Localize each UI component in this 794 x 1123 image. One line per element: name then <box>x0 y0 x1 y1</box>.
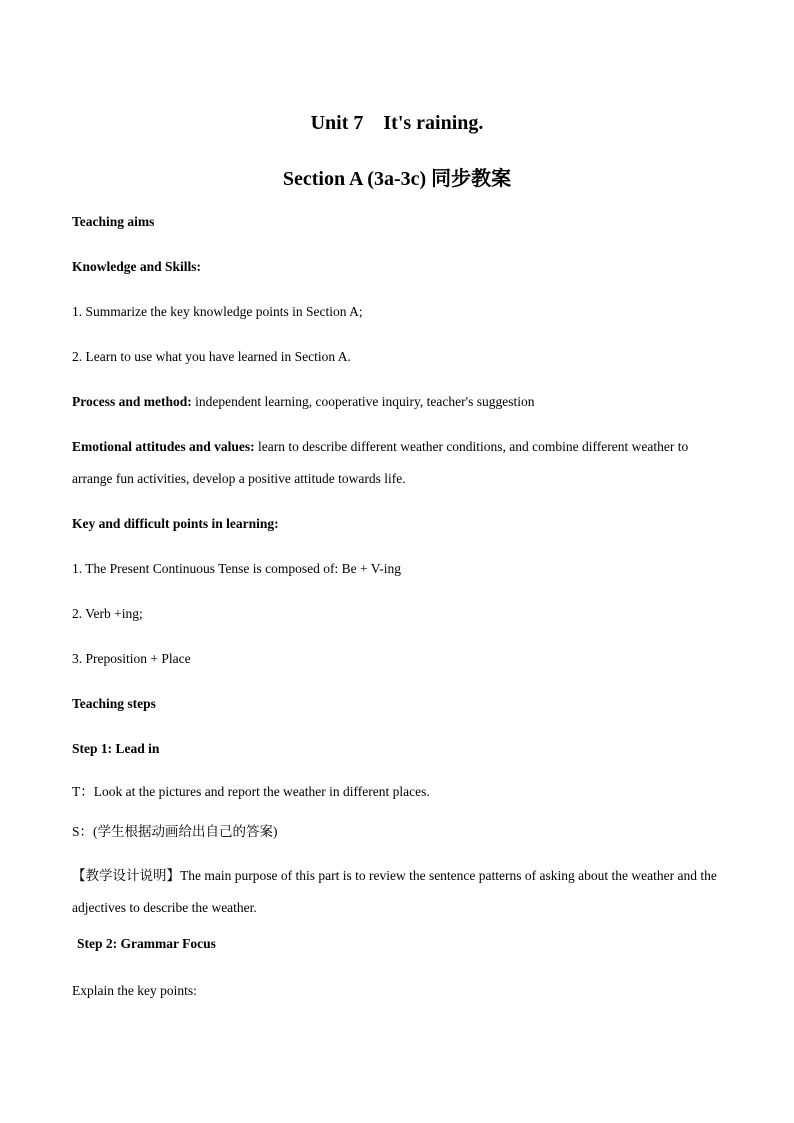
step1-teacher-line: T：Look at the pictures and report the weather in different places. <box>72 784 430 799</box>
teaching-aims-heading: Teaching aims <box>72 214 155 229</box>
step1-heading: Step 1: Lead in <box>72 741 160 756</box>
key-point-1: 1. The Present Continuous Tense is composed of: Be + V-ing <box>72 561 402 576</box>
key-point-3: 3. Preposition + Place <box>72 651 191 666</box>
knowledge-item-1: 1. Summarize the key knowledge points in Section A; <box>72 304 363 319</box>
process-label: Process and method: <box>72 394 192 409</box>
emotional-label: Emotional attitudes and values: <box>72 439 255 454</box>
page-title: Unit 7 It's raining. <box>310 112 484 134</box>
knowledge-item-2: 2. Learn to use what you have learned in Section A. <box>72 349 351 364</box>
explain-key-points: Explain the key points: <box>72 983 197 998</box>
page-subtitle: Section A (3a-3c) 同步教案 <box>282 168 512 190</box>
teaching-steps-heading: Teaching steps <box>72 696 156 711</box>
emotional-paragraph <box>72 431 722 495</box>
knowledge-heading: Knowledge and Skills: <box>72 259 202 274</box>
process-text: independent learning, cooperative inquiry, teacher's suggestion <box>191 394 535 409</box>
step2-heading: Step 2: Grammar Focus <box>77 936 216 951</box>
process-paragraph <box>72 394 534 410</box>
key-point-2: 2. Verb +ing; <box>72 606 143 621</box>
step1-student-line: S：(学生根据动画给出自己的答案) <box>72 824 278 839</box>
design-note-paragraph <box>72 860 722 924</box>
design-text: The main purpose of this part is to review the sentence patterns of asking about the weather and the adjectives to describe the weather. <box>72 868 717 915</box>
emotional-text: learn to describe different weather conditions, and combine different weather to arrange fun activities, develop a positive attitude towards life. <box>72 439 689 486</box>
design-label: 【教学设计说明】 <box>72 868 180 883</box>
key-points-heading: Key and difficult points in learning: <box>72 516 279 531</box>
